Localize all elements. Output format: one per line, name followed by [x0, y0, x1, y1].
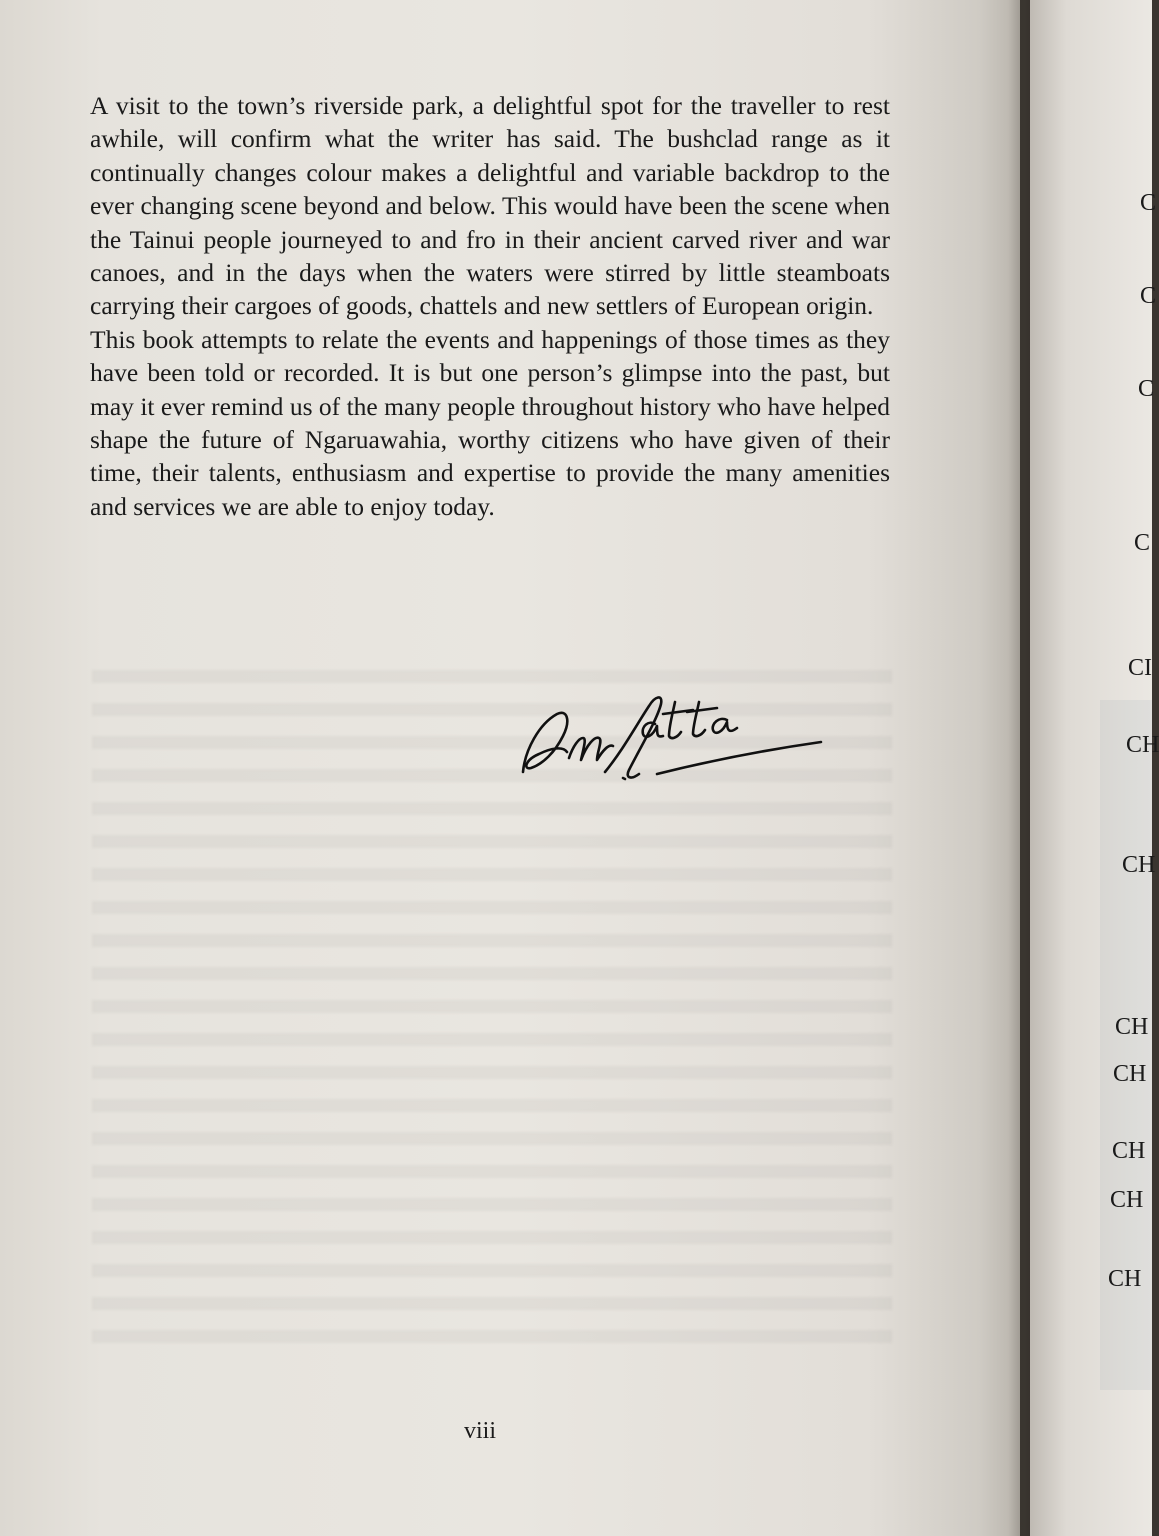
facing-page-fragment: CH	[1115, 1014, 1149, 1040]
facing-page-fragment: CI	[1128, 655, 1152, 681]
paragraph-2: This book attempts to relate the events and happenings of those times as they have been told or recorded. It is but one person’s glimpse into the past, but may it ever remind us of the many people throughout history who have helped shape the future of Ngaruawahia, worthy citizens who have given of their time, their talents, enthusiasm and expertise to provide the many amenities and services we are able to enjoy today.	[90, 324, 890, 521]
facing-page-fragment: C	[1138, 376, 1155, 402]
facing-page-fragment: C	[1140, 190, 1157, 216]
author-signature	[505, 680, 835, 790]
facing-page	[1030, 0, 1155, 1536]
facing-page-fragment: CH	[1110, 1187, 1144, 1213]
body-text	[90, 89, 890, 523]
facing-page-fragment: CH	[1126, 732, 1159, 758]
facing-page-fragment: CH	[1108, 1266, 1142, 1292]
paragraph-1: A visit to the town’s riverside park, a delightful spot for the traveller to rest awhile, will confirm what the writer has said. The bushclad range as it continually changes colour makes a delightful and variable backdrop to the ever changing scene beyond and below. This would have been the scene when the Tainui people journeyed to and fro in their ancient carved river and war canoes, and in the days when the waters were stirred by little steamboats carrying their cargoes of goods, chattels and new settlers of European origin.	[90, 91, 890, 321]
page-number: viii	[463, 1418, 496, 1444]
facing-page-fragment: CH	[1122, 852, 1156, 878]
facing-page-fragment: CH	[1112, 1138, 1146, 1164]
facing-page-fragment: C	[1134, 530, 1151, 556]
facing-page-fragment: CH	[1113, 1061, 1147, 1087]
facing-page-fragment: C	[1140, 283, 1157, 309]
